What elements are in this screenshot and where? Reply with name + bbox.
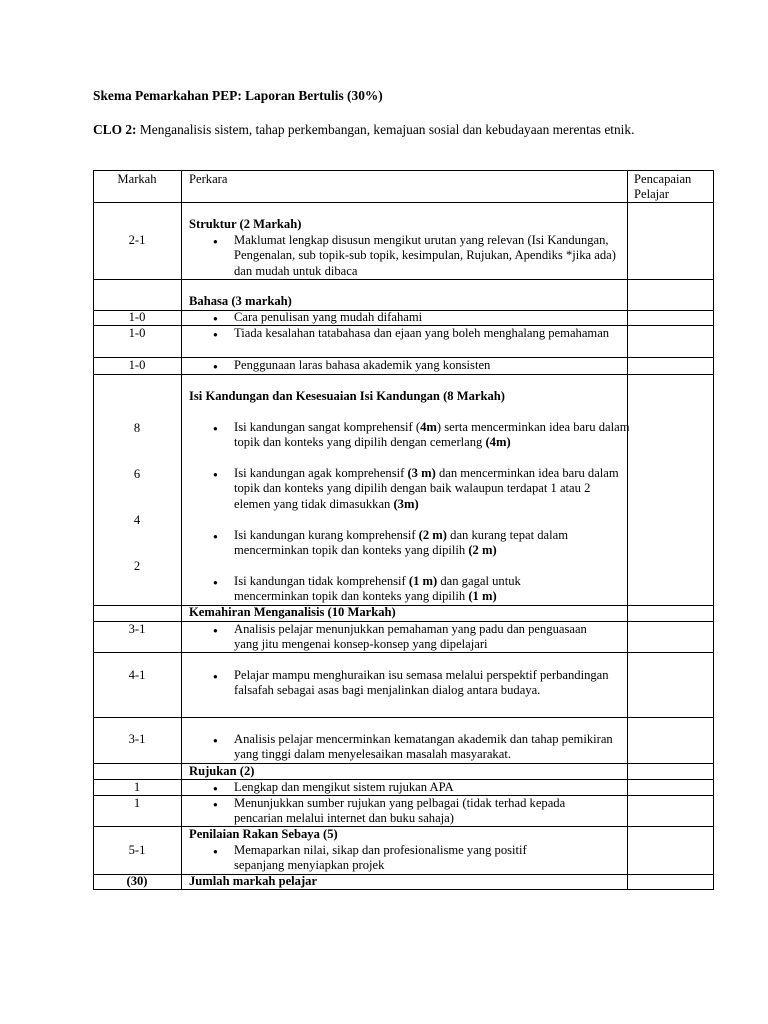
markah-bahasa-2: 1-0: [128, 326, 146, 340]
clo-label: CLO 2:: [93, 122, 137, 137]
item-kemahiran-3: Analisis pelajar mencerminkan kematangan akademik dan tahap pemikiran yang tinggi dalam menyelesaikan masalah masyarakat.: [234, 732, 613, 762]
document-title: Skema Pemarkahan PEP: Laporan Bertulis (30%): [93, 88, 383, 103]
item-bahasa-3: Penggunaan laras bahasa akademik yang konsisten: [234, 358, 491, 372]
bullet-icon: [213, 623, 223, 638]
section-heading-struktur: Struktur (2 Markah): [189, 217, 302, 231]
header-perkara: Perkara: [189, 172, 228, 186]
item-kemahiran-1: Analisis pelajar menunjukkan pemahaman yang padu dan penguasaan yang jitu mengenai konsep-konsep yang dipelajari: [234, 622, 587, 652]
label-jumlah: Jumlah markah pelajar: [189, 874, 318, 888]
item-bahasa-2: Tiada kesalahan tatabahasa dan ejaan yang boleh menghalang pemahaman: [234, 326, 610, 340]
markah-isi-6: 6: [133, 467, 141, 481]
section-heading-penilaian: Penilaian Rakan Sebaya (5): [189, 827, 338, 841]
markah-kemahiran-3: 3-1: [128, 732, 146, 746]
markah-rujukan-2: 1: [133, 796, 141, 810]
item-isi-4m: Isi kandungan sangat komprehensif (4m) serta mencerminkan idea baru dalam topik dan konteks yang dipilih dengan cemerlang (4m): [234, 420, 630, 450]
bullet-icon: [213, 327, 223, 342]
markah-penilaian: 5-1: [128, 843, 146, 857]
markah-bahasa-1: 1-0: [128, 310, 146, 324]
item-bahasa-1: Cara penulisan yang mudah difahami: [234, 310, 423, 324]
markah-isi-2: 2: [133, 559, 141, 573]
header-markah: Markah: [117, 172, 157, 186]
item-rujukan-1: Lengkap dan mengikut sistem rujukan APA: [234, 780, 454, 794]
item-isi-1m: Isi kandungan tidak komprehensif (1 m) dan gagal untuk mencerminkan topik dan konteks yang dipilih (1 m): [234, 574, 521, 604]
markah-isi-4: 4: [133, 513, 141, 527]
clo-statement: [93, 121, 653, 138]
markah-jumlah: (30): [126, 874, 148, 888]
item-isi-3m: Isi kandungan agak komprehensif (3 m) dan mencerminkan idea baru dalam topik dan konteks yang dipilih dengan baik walaupun terdapat 1 atau 2 elemen yang tidak dimasukkan (3m): [234, 466, 619, 511]
markah-bahasa-3: 1-0: [128, 358, 146, 372]
bullet-icon: [213, 421, 223, 436]
bullet-icon: [213, 311, 223, 326]
header-pencapaian: Pencapaian Pelajar: [634, 172, 692, 201]
bullet-icon: [213, 359, 223, 374]
item-kemahiran-2: Pelajar mampu menghuraikan isu semasa melalui perspektif perbandingan falsafah sebagai asas bagi menjalinkan dialog antara budaya.: [234, 668, 609, 698]
markah-isi-8: 8: [133, 421, 141, 435]
clo-text: Menganalisis sistem, tahap perkembangan, kemajuan sosial dan kebudayaan merentas etnik.: [139, 122, 635, 137]
section-heading-rujukan: Rujukan (2): [189, 764, 255, 778]
bullet-icon: [213, 844, 223, 859]
markah-rujukan-1: 1: [133, 780, 141, 794]
section-heading-kemahiran: Kemahiran Menganalisis (10 Markah): [189, 605, 396, 619]
markah-kemahiran-1: 3-1: [128, 622, 146, 636]
bullet-icon: [213, 575, 223, 590]
section-heading-bahasa: Bahasa (3 markah): [189, 294, 292, 308]
item-struktur: Maklumat lengkap disusun mengikut urutan yang relevan (Isi Kandungan, Pengenalan, sub topik-sub topik, kesimpulan, Rujukan, Apendiks *jika ada) dan mudah untuk dibaca: [234, 233, 616, 278]
section-heading-isi: Isi Kandungan dan Kesesuaian Isi Kandungan (8 Markah): [189, 389, 505, 403]
bullet-icon: [213, 467, 223, 482]
bullet-icon: [213, 529, 223, 544]
markah-struktur: 2-1: [128, 233, 146, 247]
bullet-icon: [213, 234, 223, 249]
item-rujukan-2: Menunjukkan sumber rujukan yang pelbagai (tidak terhad kepada pencarian melalui internet dan buku sahaja): [234, 796, 566, 826]
bullet-icon: [213, 781, 223, 796]
bullet-icon: [213, 797, 223, 812]
item-isi-2m: Isi kandungan kurang komprehensif (2 m) dan kurang tepat dalam mencerminkan topik dan konteks yang dipilih (2 m): [234, 528, 568, 558]
bullet-icon: [213, 733, 223, 748]
marking-scheme-table: [93, 170, 714, 890]
bullet-icon: [213, 669, 223, 684]
item-penilaian: Memaparkan nilai, sikap dan profesionalisme yang positif sepanjang menyiapkan projek: [234, 843, 527, 873]
markah-kemahiran-2: 4-1: [128, 668, 146, 682]
